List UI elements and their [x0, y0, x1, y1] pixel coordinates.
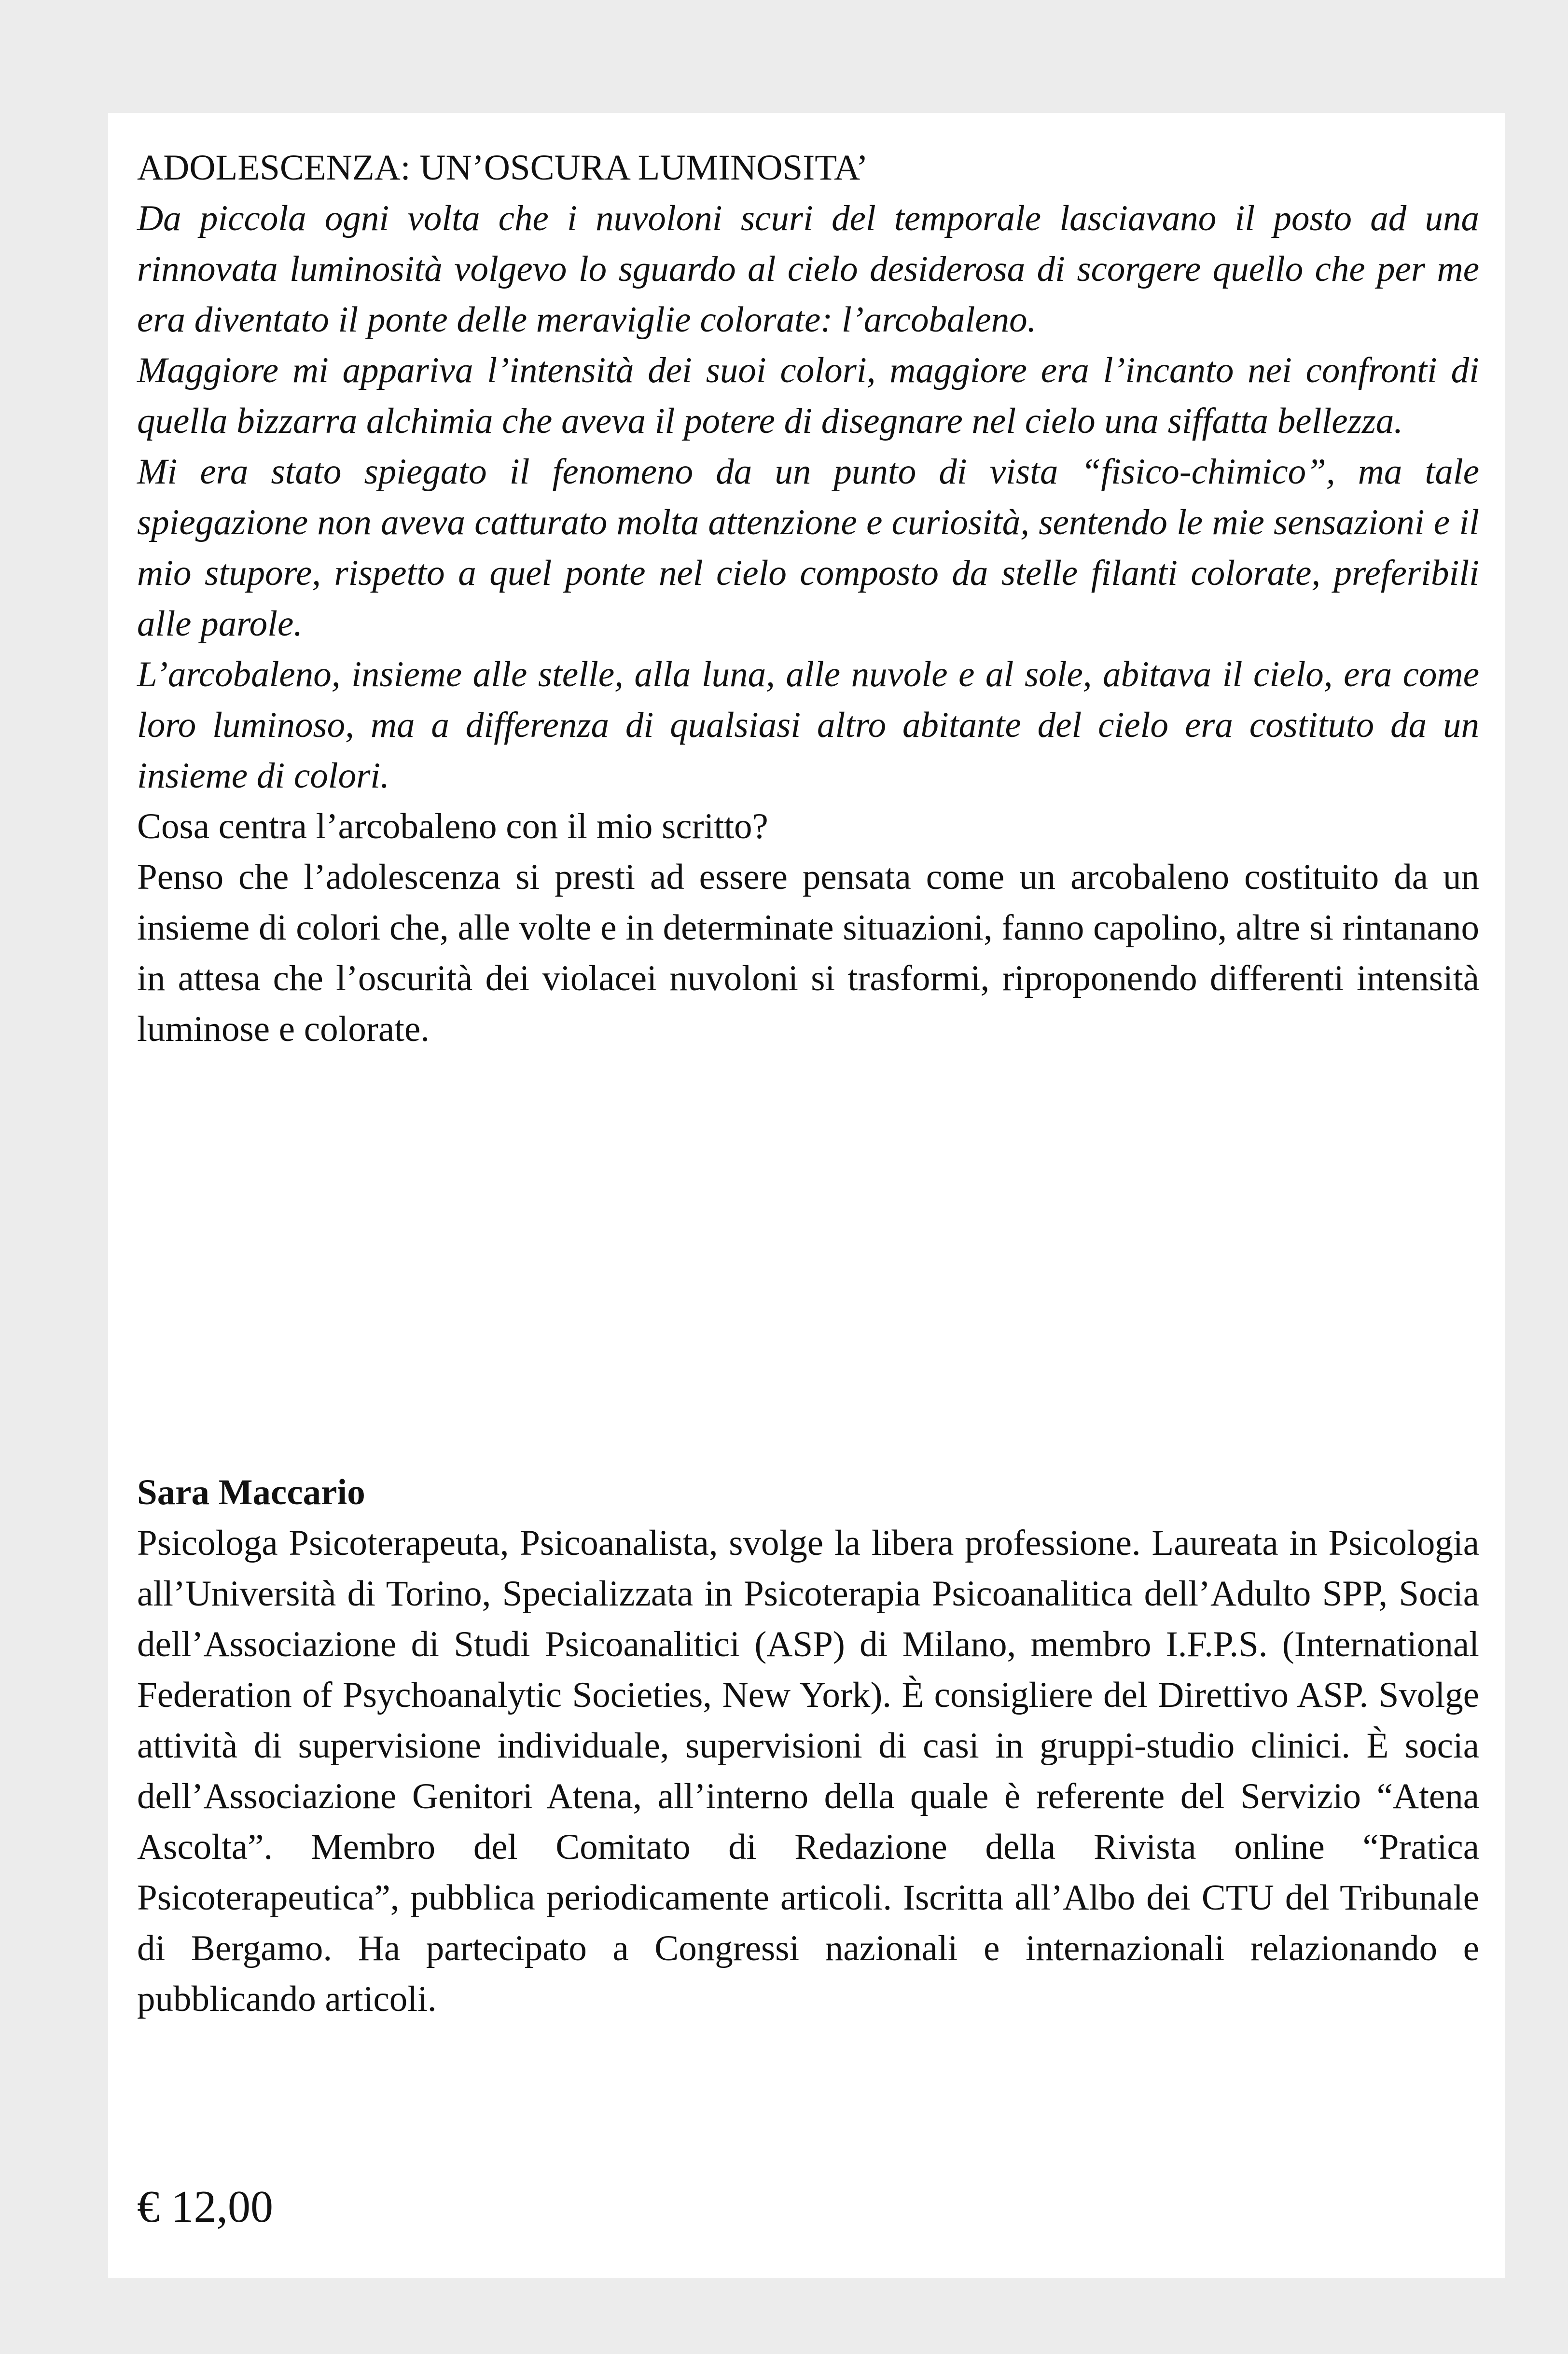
article-paragraph: Da piccola ogni volta che i nuvoloni scuri del temporale lasciavano il posto ad una rinnovata luminosità volgevo lo sguardo al cielo desiderosa di scorgere quello che per me era diventato il ponte delle meraviglie colorate: l’arcobaleno.: [137, 198, 1479, 340]
price-label: € 12,00: [137, 2182, 273, 2232]
article-paragraph: Maggiore mi appariva l’intensità dei suoi colori, maggiore era l’incanto nei confronti di quella bizzarra alchimia che aveva il potere di disegnare nel cielo una siffatta bellezza.: [137, 350, 1479, 441]
article-section: [137, 142, 1479, 1054]
author-name: Sara Maccario: [137, 1472, 365, 1512]
article-question: Cosa centra l’arcobaleno con il mio scritto?: [137, 806, 768, 846]
author-bio: Psicologa Psicoterapeuta, Psicoanalista, svolge la libera professione. Laureata in Psicologia all’Università di Torino, Specializzata in Psicoterapia Psicoanalitica dell’Adulto SPP, Socia dell’Associazione di Studi Psicoanalitici (ASP) di Milano, membro I.F.P.S. (International Federation of Psychoanalytic Societies, New York). È consigliere del Direttivo ASP. Svolge attività di supervisione individuale, supervisioni di casi in gruppi-studio clinici. È socia dell’Associazione Genitori Atena, all’interno della quale è referente del Servizio “Atena Ascolta”. Membro del Comitato di Redazione della Rivista online “Pratica Psicoterapeutica”, pubblica periodicamente articoli. Iscritta all’Albo dei CTU del Tribunale di Bergamo. Ha partecipato a Congressi nazionali e internazionali relazionando e pubblicando articoli.: [137, 1523, 1479, 2019]
back-cover-page: [108, 113, 1505, 2278]
author-section: [137, 1467, 1479, 2024]
article-conclusion: Penso che l’adolescenza si presti ad essere pensata come un arcobaleno costituito da un insieme di colori che, alle volte e in determinate situazioni, fanno capolino, altre si rintanano in attesa che l’oscurità dei violacei nuvoloni si trasformi, riproponendo differenti intensità luminose e colorate.: [137, 857, 1479, 1049]
article-title: ADOLESCENZA: UN’OSCURA LUMINOSITA’: [137, 148, 868, 188]
article-paragraph: L’arcobaleno, insieme alle stelle, alla luna, alle nuvole e al sole, abitava il cielo, era come loro luminoso, ma a differenza di qualsiasi altro abitante del cielo era costituto da un insieme di colori.: [137, 654, 1479, 796]
article-paragraph: Mi era stato spiegato il fenomeno da un punto di vista “fisico-chimico”, ma tale spiegazione non aveva catturato molta attenzione e curiosità, sentendo le mie sensazioni e il mio stupore, rispetto a quel ponte nel cielo composto da stelle filanti colorate, preferibili alle parole.: [137, 452, 1479, 644]
